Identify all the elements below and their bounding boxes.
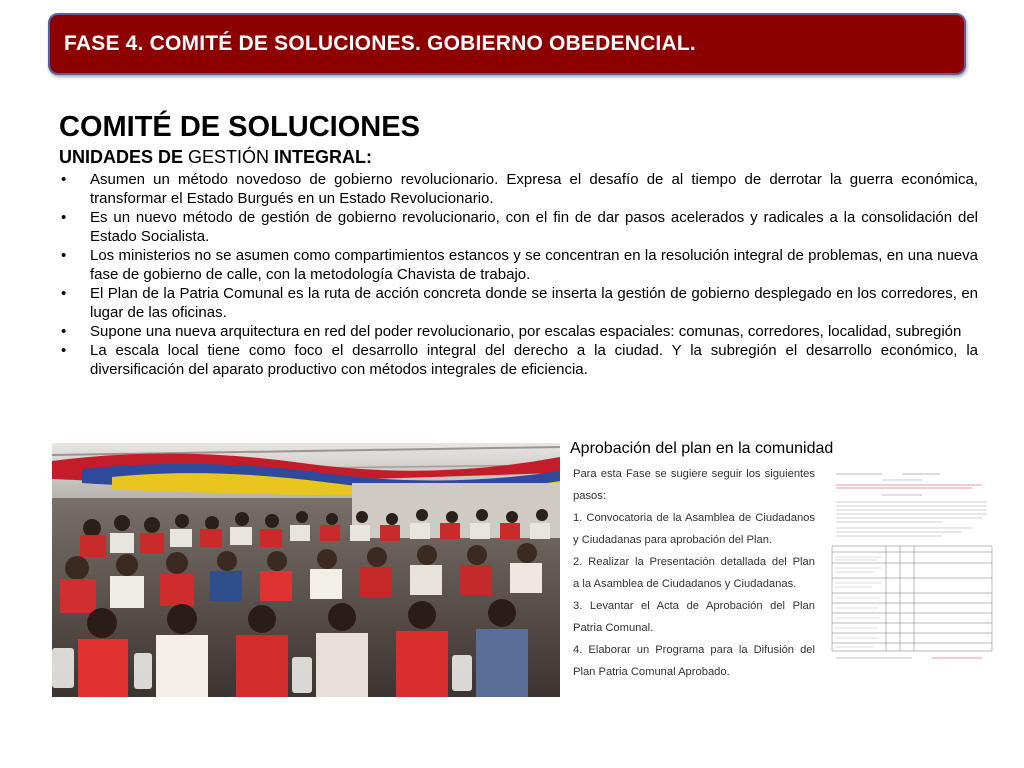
page-heading: COMITÉ DE SOLUCIONES <box>59 111 420 143</box>
bullet-text: El Plan de la Patria Comunal es la ruta de acción concreta donde se inserta la gestión de gobierno desplegado en los corredores, en lugar de las oficinas. <box>90 285 978 321</box>
approval-form-thumbnail <box>822 466 997 666</box>
form-document-illustration <box>822 466 997 666</box>
bullet-item <box>59 208 978 246</box>
bullet-dot: • <box>61 342 67 359</box>
step1-line1: 1. Convocatoria de la Asamblea de Ciudadanos <box>573 512 815 524</box>
bullet-dot: • <box>61 247 67 264</box>
bullet-dot: • <box>61 285 67 302</box>
bullet-item <box>59 170 978 208</box>
assembly-crowd-photo <box>52 443 560 697</box>
bullet-text: La escala local tiene como foco el desarrollo integral del derecho a la ciudad. Y la subregión el desarrollo económico, la diversificación del aparato productivo con métodos integrales de eficiencia. <box>90 342 978 378</box>
step2-line2: a la Asamblea de Ciudadanos y Ciudadanas. <box>573 578 797 590</box>
step3-line1: 3. Levantar el Acta de Aprobación del Plan <box>573 600 815 612</box>
subheading-part2: GESTIÓN <box>188 147 270 167</box>
bullet-item <box>59 341 978 379</box>
bullet-list <box>59 170 978 379</box>
subheading-part1: UNIDADES DE <box>59 147 189 167</box>
bullet-item <box>59 322 978 341</box>
step4-line2: Plan Patria Comunal Aprobado. <box>573 666 730 678</box>
bullet-item <box>59 284 978 322</box>
crowd-illustration <box>52 443 560 697</box>
step4-line1: 4. Elaborar un Programa para la Difusión del <box>573 644 815 656</box>
bullet-text: Es un nuevo método de gestión de gobierno revolucionario, con el fin de dar pasos acelerados y radicales a la consolidación del Estado Socialista. <box>90 209 978 245</box>
subheading-part3: INTEGRAL: <box>269 147 373 167</box>
step2-line1: 2. Realizar la Presentación detallada del Plan <box>573 556 815 568</box>
bullet-text: Los ministerios no se asumen como compartimientos estancos y se concentran en la resolución integral de problemas, en una nueva fase de gobierno de calle, con la metodología Chavista de trabajo. <box>90 247 978 283</box>
photo-caption: Aprobación del plan en la comunidad <box>570 440 834 457</box>
steps-intro-line2: pasos: <box>573 490 606 502</box>
title-banner <box>48 13 966 75</box>
bullet-item <box>59 246 978 284</box>
step3-line2: Patria Comunal. <box>573 622 654 634</box>
banner-title: FASE 4. COMITÉ DE SOLUCIONES. GOBIERNO OBEDENCIAL. <box>64 32 696 55</box>
bullet-dot: • <box>61 323 67 340</box>
steps-intro-line1: Para esta Fase se sugiere seguir los siguientes <box>573 468 815 480</box>
approval-steps-excerpt <box>573 463 815 683</box>
bullet-text: Asumen un método novedoso de gobierno revolucionario. Expresa el desafío de al tiempo de derrotar la guerra económica, transformar el Estado Burgués en un Estado Revolucionario. <box>90 171 978 207</box>
bullet-dot: • <box>61 209 67 226</box>
step1-line2: y Ciudadanas para aprobación del Plan. <box>573 534 773 546</box>
subheading <box>59 147 372 168</box>
bullet-text: Supone una nueva arquitectura en red del poder revolucionario, por escalas espaciales: comunas, corredores, localidad, subregión <box>90 323 962 340</box>
bullet-dot: • <box>61 171 67 188</box>
